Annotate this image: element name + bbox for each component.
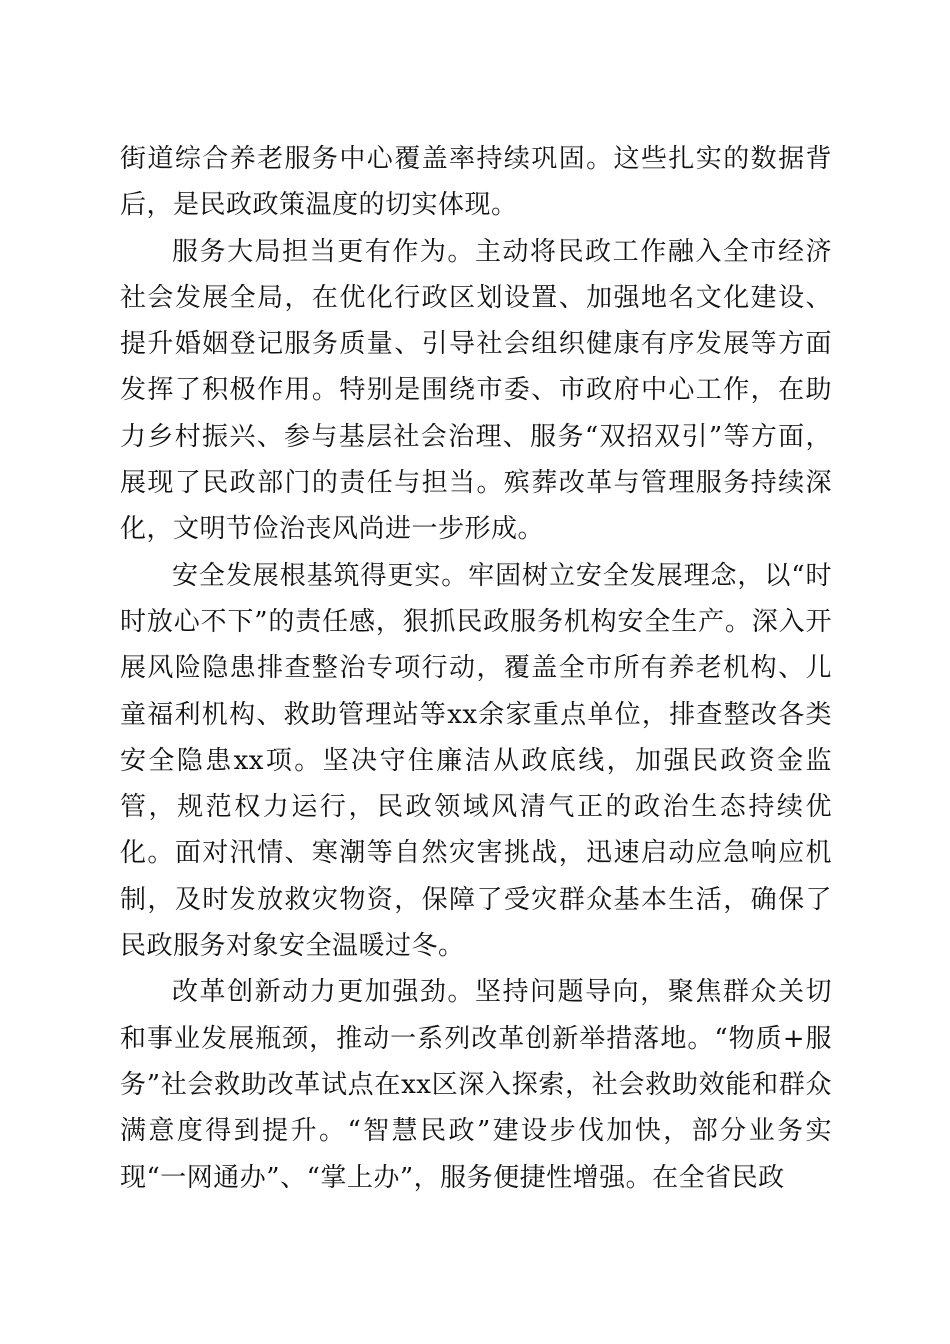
paragraph-reform-innovation: 改革创新动力更加强劲。坚持问题导向，聚焦群众关切和事业发展瓶颈，推动一系列改革创新举措落地。“物质+服务”社会救助改革试点在xx区深入探索，社会救助效能和群众满意度得到提升。“智慧民政”建设步伐加快，部分业务实现“一网通办”、“掌上办”，服务便捷性增强。在全省民政 <box>120 977 832 1193</box>
paragraph-continuation: 街道综合养老服务中心覆盖率持续巩固。这些扎实的数据背后，是民政政策温度的切实体现。 <box>120 144 832 221</box>
document-body <box>120 136 832 1201</box>
paragraph-service-overall: 服务大局担当更有作为。主动将民政工作融入全市经济社会发展全局，在优化行政区划设置、加强地名文化建设、提升婚姻登记服务质量、引导社会组织健康有序发展等方面发挥了积极作用。特别是围绕市委、市政府中心工作，在助力乡村振兴、参与基层社会治理、服务“双招双引”等方面，展现了民政部门的责任与担当。殡葬改革与管理服务持续深化，文明节俭治丧风尚进一步形成。 <box>120 236 832 545</box>
paragraph-safety-development: 安全发展根基筑得更实。牢固树立安全发展理念，以“时时放心不下”的责任感，狠抓民政服务机构安全生产。深入开展风险隐患排查整治专项行动，覆盖全市所有养老机构、儿童福利机构、救助管理站等xx余家重点单位，排查整改各类安全隐患xx项。坚决守住廉洁从政底线，加强民政资金监管，规范权力运行，民政领域风清气正的政治生态持续优化。面对汛情、寒潮等自然灾害挑战，迅速启动应急响应机制，及时发放救灾物资，保障了受灾群众基本生活，确保了民政服务对象安全温暖过冬。 <box>120 560 832 962</box>
